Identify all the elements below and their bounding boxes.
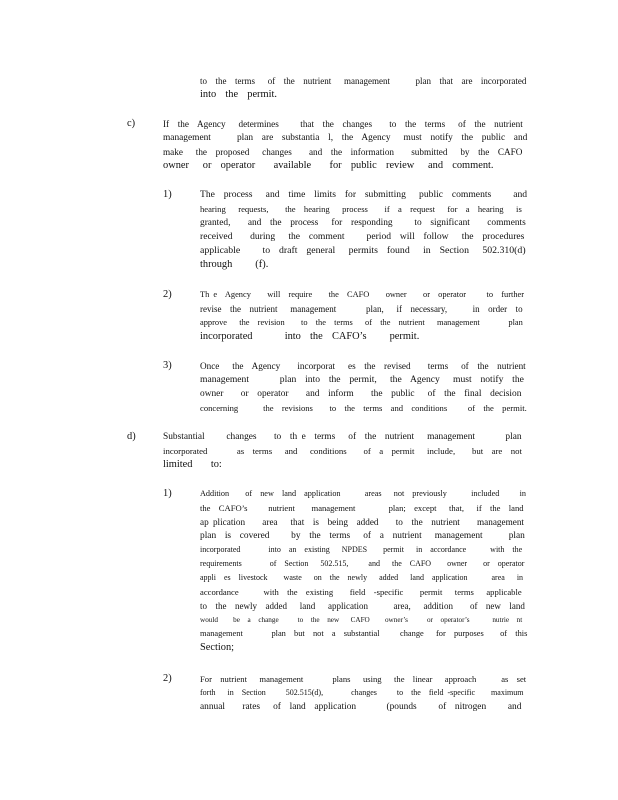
item-label: 3): [163, 360, 172, 371]
item-label: 1): [163, 189, 172, 200]
text-line: forth in Section 502.515(d), changes to the field -specific maximum: [200, 688, 524, 697]
text-line: into the permit.: [200, 89, 277, 100]
text-line: incorporated as terms and conditions of a permit include, but are not: [163, 446, 522, 456]
text-line: received during the comment period will follow the procedures: [200, 231, 525, 242]
text-line: The process and time limits for submitting public comments and: [200, 189, 528, 200]
text-line: limited to:: [163, 459, 222, 470]
text-line: granted, and the process for responding to significant comments: [200, 218, 526, 228]
text-line: management plan into the permit, the Agency must notify the: [200, 374, 524, 385]
text-line: to the newly added land application area, addition of new land: [200, 601, 525, 611]
text-line: Addition of new land application areas not previously included in: [200, 489, 526, 498]
text-line: through (f).: [200, 259, 269, 270]
item-label: 2): [163, 289, 172, 300]
text-line: plan is covered by the terms of a nutrient management plan: [200, 531, 525, 541]
text-line: appli es livestock waste on the newly added land application area in: [200, 573, 524, 582]
section-label: c): [127, 118, 136, 129]
text-line: Once the Agency incorporat es the revised terms of the nutrient: [200, 361, 526, 371]
text-line: If the Agency determines that the changes to the terms of the nutrient: [163, 119, 523, 129]
text-line: owner or operator and inform the public of the final decision: [200, 389, 522, 399]
text-line: ap plication area that is being added to the nutrient management: [200, 517, 524, 527]
text-line: approve the revision to the terms of the nutrient management plan: [200, 318, 523, 327]
item-label: 1): [163, 488, 172, 499]
text-line: concerning the revisions to the terms and conditions of the permit.: [200, 403, 527, 413]
text-line: applicable to draft general permits found in Section 502.310(d): [200, 245, 526, 256]
text-line: accordance with the existing field -specific permit terms applicable: [200, 587, 522, 597]
section-label: d): [127, 431, 136, 442]
text-line: hearing requests, the hearing process if a request for a hearing is: [200, 204, 522, 214]
text-line: annual rates of land application (pounds of nitrogen and: [200, 702, 522, 712]
text-line: would be a change to the new CAFO owner’s or operator’s nutrie nt: [200, 616, 523, 624]
text-line: owner or operator available for public review and comment.: [163, 160, 494, 171]
text-line: revise the nutrient management plan, if necessary, in order to: [200, 304, 523, 314]
text-line: For nutrient management plans using the linear approach as set: [200, 674, 527, 684]
text-line: management plan are substantia l, the Agency must notify the public and: [163, 133, 528, 143]
text-line: to the terms of the nutrient management plan that are incorporated: [200, 76, 527, 86]
item-label: 2): [163, 673, 172, 684]
text-line: incorporated into the CAFO’s permit.: [200, 331, 420, 342]
text-line: Th e Agency will require the CAFO owner or operator to further: [200, 290, 525, 299]
text-line: incorporated into an existing NPDES permit in accordance with the: [200, 545, 523, 554]
text-line: Substantial changes to th e terms of the nutrient management plan: [163, 432, 522, 442]
text-line: the CAFO’s nutrient management plan; except that, if the land: [200, 503, 524, 513]
text-line: make the proposed changes and the information submitted by the CAFO: [163, 147, 523, 157]
text-line: requirements of Section 502.515, and the CAFO owner or operator: [200, 559, 525, 568]
text-line: management plan but not a substantial change for purposes of this: [200, 629, 528, 638]
text-line: Section;: [200, 642, 235, 653]
